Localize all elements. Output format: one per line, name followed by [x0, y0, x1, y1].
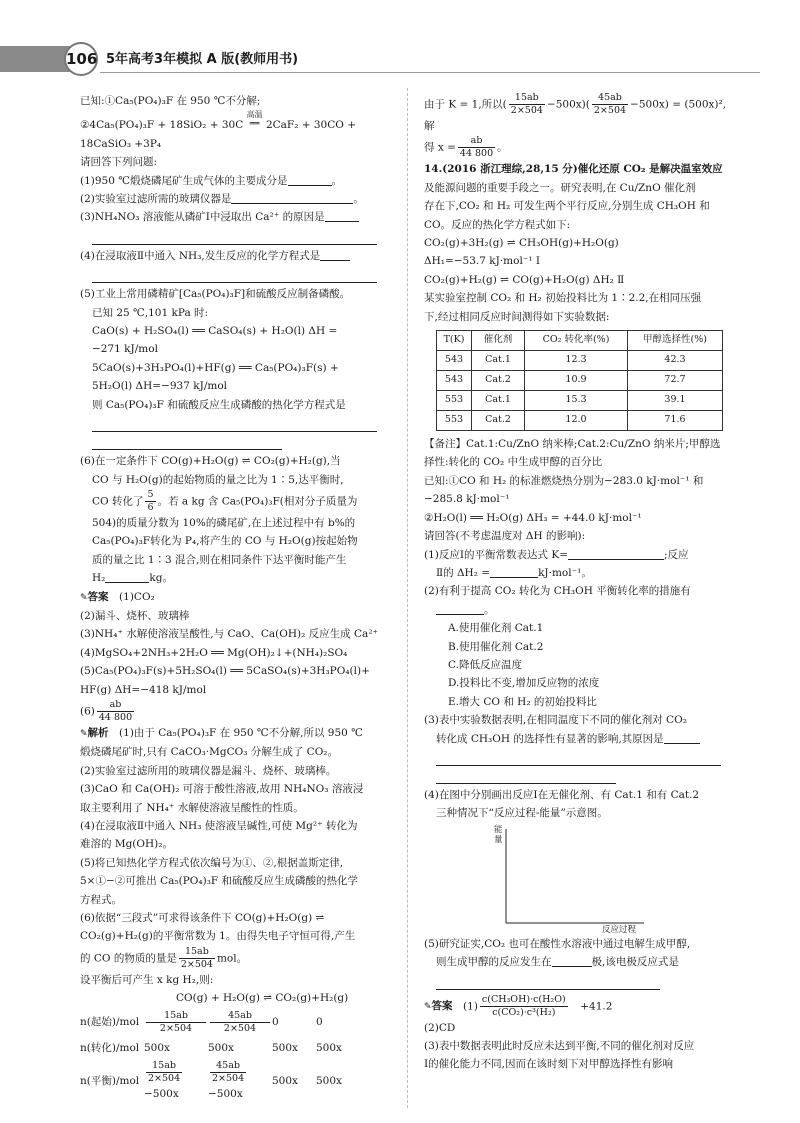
known-2: ②H₂O(l) ══ H₂O(g) ΔH₃ = +44.0 kJ·mol⁻¹ — [424, 511, 642, 524]
three-stage-row: n(平衡)/mol $\frac{15ab}{2\times 504}$ −500x $\frac{45ab}{2\times 504}$ −500x 500x 500x — [80, 1059, 342, 1100]
question-5: (5)研究证实,CO₂ 也可在酸性水溶液中通过电解生成甲醇, — [424, 937, 691, 950]
question-4: (4)在浸取液Ⅱ中通入 NH₃,发生反应的化学方程式是 — [80, 247, 390, 265]
answer-5-cont: HF(g) ΔH=−418 kJ/mol — [80, 683, 207, 696]
answer-4: (4)MgSO₄+2NH₃+2H₂O ══ Mg(OH)₂↓+(NH₄)₂SO₄ — [80, 646, 348, 659]
experiment-table — [436, 330, 723, 431]
x-axis-label: 反应过程 — [602, 924, 637, 935]
exp-line: 5×①−②可推出 Ca₅(PO₄)₃F 和硫酸反应生成磷酸的热化学 — [80, 875, 359, 888]
k-result: 得 x = $\frac{ab}{44 800}$ 。 — [424, 135, 508, 160]
q6-line: 504)的质量分数为 10%的磷尾矿,在上述过程中有 b%的 — [92, 516, 356, 529]
option-c: C.降低反应温度 — [448, 658, 522, 671]
question-6: (6)在一定条件下 CO(g)+H₂O(g) ⇌ CO₂(g)+H₂(g),当 — [80, 455, 341, 468]
equation-2: ②4Ca₅(PO₄)₃F + 18SiO₂ + 30C 高温 ══ 2CaF₂ + 30CO + — [80, 110, 357, 132]
y-axis-label: 能量 — [494, 824, 503, 845]
reaction-2: CO₂(g)+H₂(g) ⇌ CO(g)+H₂O(g) ΔH₂ Ⅱ — [424, 273, 625, 286]
table-row: 553 Cat.2 12.0 71.6 — [437, 411, 723, 431]
note: 【备注】Cat.1:Cu/ZnO 纳米棒;Cat.2:Cu/ZnO 纳米片;甲醇选 — [424, 438, 721, 451]
table-row: 553 Cat.1 15.3 39.1 — [437, 391, 723, 411]
question-2-blank: 。 — [424, 601, 728, 619]
known-1: 已知:①CO 和 H₂ 的标准燃烧热分别为−283.0 kJ·mol⁻¹ 和 — [424, 474, 704, 487]
answer-2: (2)漏斗、烧杯、玻璃棒 — [80, 609, 190, 622]
right-column — [424, 92, 728, 1074]
energy-diagram — [424, 823, 728, 935]
answer-3-cont: Ⅰ的催化能力不同,因而在该时刻下对甲醇选择性有影响 — [424, 1058, 673, 1071]
header-rule — [100, 72, 760, 73]
book-title: 5年高考3年模拟 A 版(教师用书) — [106, 52, 299, 67]
answer-line — [92, 267, 377, 283]
option-d: D.投料比不变,增加反应物的浓度 — [448, 677, 600, 690]
question-4-cont: 三种情况下“反应过程-能量”示意图。 — [436, 807, 608, 820]
answer-line — [92, 416, 377, 432]
known-1-cont: −285.8 kJ·mol⁻¹ — [424, 493, 510, 506]
answer-line — [436, 768, 616, 784]
option-e: E.增大 CO 和 H₂ 的初始投料比 — [448, 695, 597, 708]
explanation-block: ✎解析 (1)由于 Ca₅(PO₄)₃F 在 950 ℃不分解,所以 950 ℃ — [80, 726, 363, 739]
q6-line: CO 与 H₂O(g)的起始物质的量之比为 1∶5,达平衡时, — [92, 473, 344, 486]
q6-line: Ca₅(PO₄)₃F转化为 P₄,将产生的 CO 与 H₂O(g)按起始物 — [92, 535, 358, 548]
p14-line: 及能源问题的重要手段之一。研究表明,在 Cu/ZnO 催化剂 — [424, 181, 696, 194]
table-row: 543 Cat.1 12.3 42.3 — [437, 351, 723, 371]
answer-6: (6) $\frac{ab}{44 800}$ — [80, 698, 133, 723]
question-1: (1)反应Ⅰ的平衡常数表达式 K= ;反应 — [424, 548, 689, 561]
q5-line: 则 Ca₅(PO₄)₃F 和硫酸反应生成磷酸的热化学方程式是 — [92, 398, 346, 411]
option-a: A.使用催化剂 Cat.1 — [448, 622, 544, 635]
explanation-tag: 解析 — [87, 726, 109, 739]
page-header — [0, 38, 800, 78]
q5-line: 5CaO(s)+3H₃PO₄(l)+HF(g) ══ Ca₅(PO₄)₃F(s) + — [92, 361, 339, 374]
q6-line: CO 转化了 $\frac{5}{6}$ 。若 a kg 含 Ca₅(PO₄)₃F(相对分子质量为 — [92, 488, 358, 513]
question-2: (2)实验室过滤所需的玻璃仪器是 。 — [80, 193, 364, 206]
answer-line — [92, 229, 377, 245]
question-5: (5)工业上常用磷精矿[Ca₅(PO₄)₃F]和硫酸反应制备磷酸。 — [80, 288, 351, 301]
page-number: 106 — [64, 42, 98, 76]
problem-14-title: 14.(2016 浙江理综,28,15 分)催化还原 CO₂ 是解决温室效应 — [424, 163, 723, 176]
exp-line: 煅烧磷尾矿时,只有 CaCO₃·MgCO₃ 分解生成了 CO₂。 — [80, 746, 339, 759]
exp-line: 难溶的 Mg(OH)₂。 — [80, 838, 173, 851]
exp-line: 设平衡后可产生 x kg H₂,则: — [80, 973, 214, 986]
exp-line: (4)在浸取液Ⅱ中通入 NH₃ 使溶液呈碱性,可使 Mg²⁺ 转化为 — [80, 820, 358, 832]
exp-line: (6)依据“三段式”可求得该条件下 CO(g)+H₂O(g) ⇌ — [80, 912, 325, 925]
question-1-cont: Ⅱ的 ΔH₂ = kJ·mol⁻¹。 — [436, 566, 592, 579]
exp-line: (2)实验室过滤所用的玻璃仪器是漏斗、烧杯、玻璃棒。 — [80, 764, 337, 777]
reaction-1-enthalpy: ΔH₁=−53.7 kJ·mol⁻¹ Ⅰ — [424, 255, 541, 268]
q5-line: 已知 25 ℃,101 kPa 时: — [92, 306, 209, 319]
exp-line: 的 CO 的物质的量是 $\frac{15ab}{2\times 504}$ mol。 — [80, 945, 248, 970]
answer-5: (5)Ca₅(PO₄)₃F(s)+5H₂SO₄(l) ══ 5CaSO₄(s)+3H₃PO₄(l)+ — [80, 665, 370, 678]
ask-line: 请回答下列问题: — [80, 156, 158, 169]
answer-line — [436, 974, 660, 990]
reaction-condition: 高温 — [246, 110, 263, 120]
answer-3: (3)NH₄⁺ 水解使溶液呈酸性,与 CaO、Ca(OH)₂ 反应生成 Ca²⁺ — [80, 628, 379, 641]
p14-line: 存在下,CO₂ 和 H₂ 可发生两个平行反应,分别生成 CH₃OH 和 — [424, 200, 710, 213]
three-stage-row: n(起始)/mol $\frac{15ab}{2\times 504}$ $\frac{45ab}{2\times 504}$ 0 0 — [80, 1010, 323, 1035]
question-3: (3)NH₄NO₃ 溶液能从磷矿Ⅰ中浸取出 Ca²⁺ 的原因是 — [80, 208, 390, 226]
column-divider — [407, 88, 408, 1108]
question-3-cont: 转化成 CH₃OH 的选择性有显著的影响,其原因是 — [424, 730, 728, 748]
intro: 已知:①Ca₅(PO₄)₃F 在 950 ℃不分解; — [80, 95, 261, 107]
reaction-1: CO₂(g)+3H₂(g) ⇌ CH₃OH(g)+H₂O(g) — [424, 237, 619, 250]
left-column — [80, 92, 390, 1100]
table-row: 543 Cat.2 10.9 72.7 — [437, 371, 723, 391]
answer-block: ✎答案 (1) $\frac{\text{c(CH₃OH)·c(H₂O)}}{\text{c(CO₂)·c³(H₂)}}$ +41.2 — [424, 993, 613, 1018]
p14-line: 某实验室控制 CO₂ 和 H₂ 初始投料比为 1∶2.2,在相同压强 — [424, 292, 702, 305]
question-5-cont: 则生成甲醇的反应发生在 极,该电极反应式是 — [436, 956, 679, 969]
three-stage-row: n(转化)/mol 500x 500x 500x 500x — [80, 1042, 342, 1055]
q5-line: CaO(s) + H₂SO₄(l) ══ CaSO₄(s) + H₂O(l) ΔH = — [92, 325, 338, 338]
exp-line: (3)CaO 和 Ca(OH)₂ 可溶于酸性溶液,故用 NH₄NO₃ 溶液浸 — [80, 783, 364, 796]
equation-2-cont: 18CaSiO₃ +3P₄ — [80, 137, 162, 150]
energy-axes — [494, 824, 654, 931]
answer-tag: 答案 — [431, 1000, 453, 1013]
answer-2: (2)CD — [424, 1021, 456, 1034]
question-3: (3)表中实验数据表明,在相同温度下不同的催化剂对 CO₂ — [424, 714, 687, 727]
question-2: (2)有利于提高 CO₂ 转化为 CH₃OH 平衡转化率的措施有 — [424, 585, 691, 598]
question-1: (1)950 ℃煅烧磷尾矿生成气体的主要成分是 。 — [80, 174, 342, 187]
q5-line: −271 kJ/mol — [92, 343, 158, 356]
p14-line: CO。反应的热化学方程式如下: — [424, 218, 571, 231]
answer-block: ✎答案 (1)CO₂ — [80, 590, 155, 603]
p14-line: 下,经过相同反应时间测得如下实验数据: — [424, 310, 610, 323]
three-stage-header: CO(g) + H₂O(g) ⇌ CO₂(g)+H₂(g) — [176, 992, 349, 1005]
answer-line — [436, 750, 721, 766]
k-derivation: 由于 K = 1,所以( $\frac{15ab}{2\times 504}$ −500x)( $\frac{45ab}{2\times 504}$ −500x) = (500x)²,解 — [424, 92, 727, 132]
exp-line: (5)将已知热化学方程式依次编号为①、②,根据盖斯定律, — [80, 856, 344, 869]
option-b: B.使用催化剂 Cat.2 — [448, 640, 544, 653]
exp-line: 方程式。 — [80, 893, 122, 906]
exp-line: 取主要利用了 NH₄⁺ 水解使溶液呈酸性的性质。 — [80, 801, 304, 814]
note-cont: 择性:转化的 CO₂ 中生成甲醇的百分比 — [424, 456, 603, 469]
ask-line: 请回答(不考虑温度对 ΔH 的影响): — [424, 530, 586, 543]
answer-3: (3)表中数据表明此时反应未达到平衡,不同的催化剂对反应 — [424, 1040, 695, 1052]
answer-tag: 答案 — [87, 590, 109, 603]
question-4: (4)在图中分别画出反应Ⅰ在无催化剂、有 Cat.1 和有 Cat.2 — [424, 788, 700, 801]
exp-line: CO₂(g)+H₂(g)的平衡常数为 1。由得失电子守恒可得,产生 — [80, 930, 356, 943]
answer-line — [92, 434, 282, 450]
q6-line: H₂ kg。 — [92, 572, 173, 585]
q6-line: 质的量之比 1∶3 混合,则在相同条件下达平衡时能产生 — [92, 553, 347, 566]
q5-line: 5H₂O(l) ΔH=−937 kJ/mol — [92, 380, 228, 393]
table-header-row: T(K) 催化剂 CO₂ 转化率(%) 甲醇选择性(%) — [437, 331, 723, 351]
